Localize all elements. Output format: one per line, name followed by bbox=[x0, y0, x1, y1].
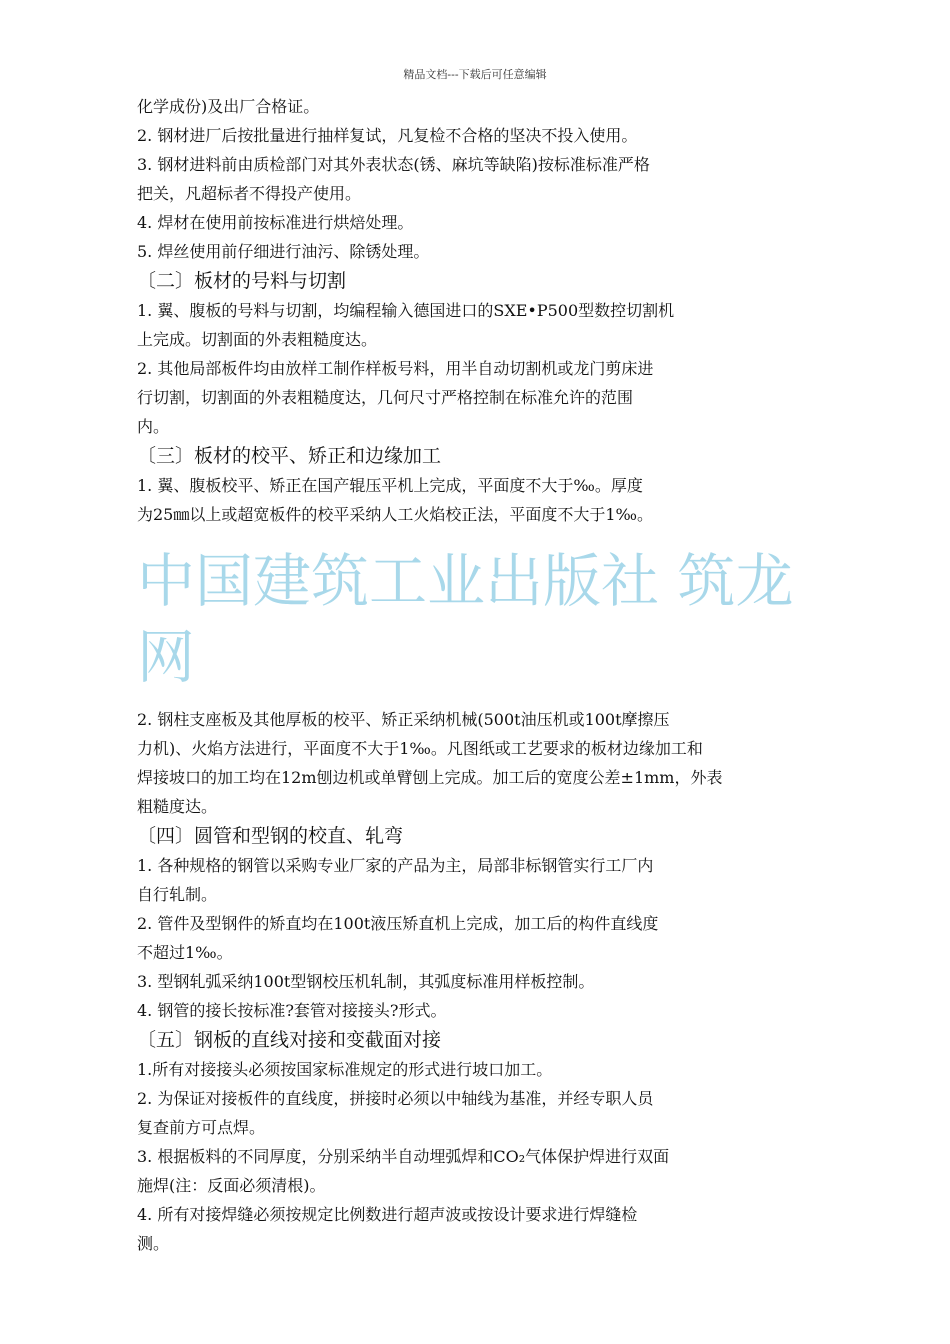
text-line: 1.所有对接接头必须按国家标准规定的形式进行坡口加工。 bbox=[137, 1060, 553, 1079]
watermark-line: 网 bbox=[137, 623, 196, 691]
section-heading-2: 〔二〕板材的号料与切割 bbox=[137, 270, 347, 292]
page-header: 精品文档---下载后可任意编辑 bbox=[403, 68, 547, 81]
text-line: 上完成。切割面的外表粗糙度达。 bbox=[137, 330, 378, 349]
text-line: 施焊(注：反面必须清根)。 bbox=[137, 1176, 326, 1195]
text-line: 1. 翼、腹板校平、矫正在国产辊压平机上完成，平面度不大于‰。厚度 bbox=[137, 476, 643, 495]
text-line: 不超过1‰。 bbox=[137, 943, 233, 962]
text-line: 行切割，切割面的外表粗糙度达，几何尺寸严格控制在标准允许的范围 bbox=[137, 388, 634, 407]
text-line: 4. 所有对接焊缝必须按规定比例数进行超声波或按设计要求进行焊缝检 bbox=[137, 1205, 638, 1224]
section-heading-4: 〔四〕圆管和型钢的校直、轧弯 bbox=[137, 825, 404, 847]
text-line: 2. 管件及型钢件的矫直均在100t液压矫直机上完成，加工后的构件直线度 bbox=[137, 914, 659, 933]
text-line: 3. 根据板料的不同厚度，分别采纳半自动埋弧焊和CO₂气体保护焊进行双面 bbox=[137, 1147, 670, 1166]
text-line: 焊接坡口的加工均在12m刨边机或单臂刨上完成。加工后的宽度公差±1mm，外表 bbox=[137, 768, 723, 787]
text-line: 4. 焊材在使用前按标准进行烘焙处理。 bbox=[137, 213, 414, 232]
section-heading-5: 〔五〕钢板的直线对接和变截面对接 bbox=[137, 1029, 442, 1051]
text-line: 内。 bbox=[137, 417, 170, 436]
text-line: 4. 钢管的接长按标准?套管对接接头?形式。 bbox=[137, 1001, 447, 1020]
text-line: 自行轧制。 bbox=[137, 885, 218, 904]
document-body bbox=[137, 92, 827, 1258]
text-line: 复查前方可点焊。 bbox=[137, 1118, 266, 1137]
text-line: 5. 焊丝使用前仔细进行油污、除锈处理。 bbox=[137, 242, 430, 261]
paragraph-block-2 bbox=[137, 296, 827, 441]
watermark-line: 中国建筑工业出版社 筑龙 bbox=[137, 547, 794, 615]
text-line: 2. 钢材进厂后按批量进行抽样复试，凡复检不合格的坚决不投入使用。 bbox=[137, 126, 638, 145]
paragraph-block-4 bbox=[137, 705, 827, 821]
text-line: 2. 其他局部板件均由放样工制作样板号料，用半自动切割机或龙门剪床进 bbox=[137, 359, 654, 378]
text-line: 化学成份)及出厂合格证。 bbox=[137, 97, 320, 116]
text-line: 3. 钢材进料前由质检部门对其外表状态(锈、麻坑等缺陷)按标准标准严格 bbox=[137, 155, 650, 174]
text-line: 1. 翼、腹板的号料与切割，均编程输入德国进口的SXE•P500型数控切割机 bbox=[137, 301, 675, 320]
text-line: 为25㎜以上或超宽板件的校平采纳人工火焰校正法，平面度不大于1‰。 bbox=[137, 505, 654, 524]
text-line: 力机)、火焰方法进行，平面度不大于1‰。凡图纸或工艺要求的板材边缘加工和 bbox=[137, 739, 703, 758]
text-line: 1. 各种规格的钢管以采购专业厂家的产品为主，局部非标钢管实行工厂内 bbox=[137, 856, 654, 875]
paragraph-block-1 bbox=[137, 92, 827, 266]
paragraph-block-6 bbox=[137, 1055, 827, 1258]
text-line: 测。 bbox=[137, 1234, 170, 1253]
paragraph-block-5 bbox=[137, 851, 827, 1025]
text-line: 粗糙度达。 bbox=[137, 797, 218, 816]
text-line: 把关，凡超标者不得投产使用。 bbox=[137, 184, 362, 203]
text-line: 2. 钢柱支座板及其他厚板的校平、矫正采纳机械(500t油压机或100t摩擦压 bbox=[137, 710, 670, 729]
text-line: 2. 为保证对接板件的直线度，拼接时必须以中轴线为基准，并经专职人员 bbox=[137, 1089, 654, 1108]
paragraph-block-3 bbox=[137, 471, 827, 529]
publisher-watermark bbox=[137, 543, 827, 695]
section-heading-3: 〔三〕板材的校平、矫正和边缘加工 bbox=[137, 445, 442, 467]
text-line: 3. 型钢轧弧采纳100t型钢校压机轧制，其弧度标准用样板控制。 bbox=[137, 972, 595, 991]
